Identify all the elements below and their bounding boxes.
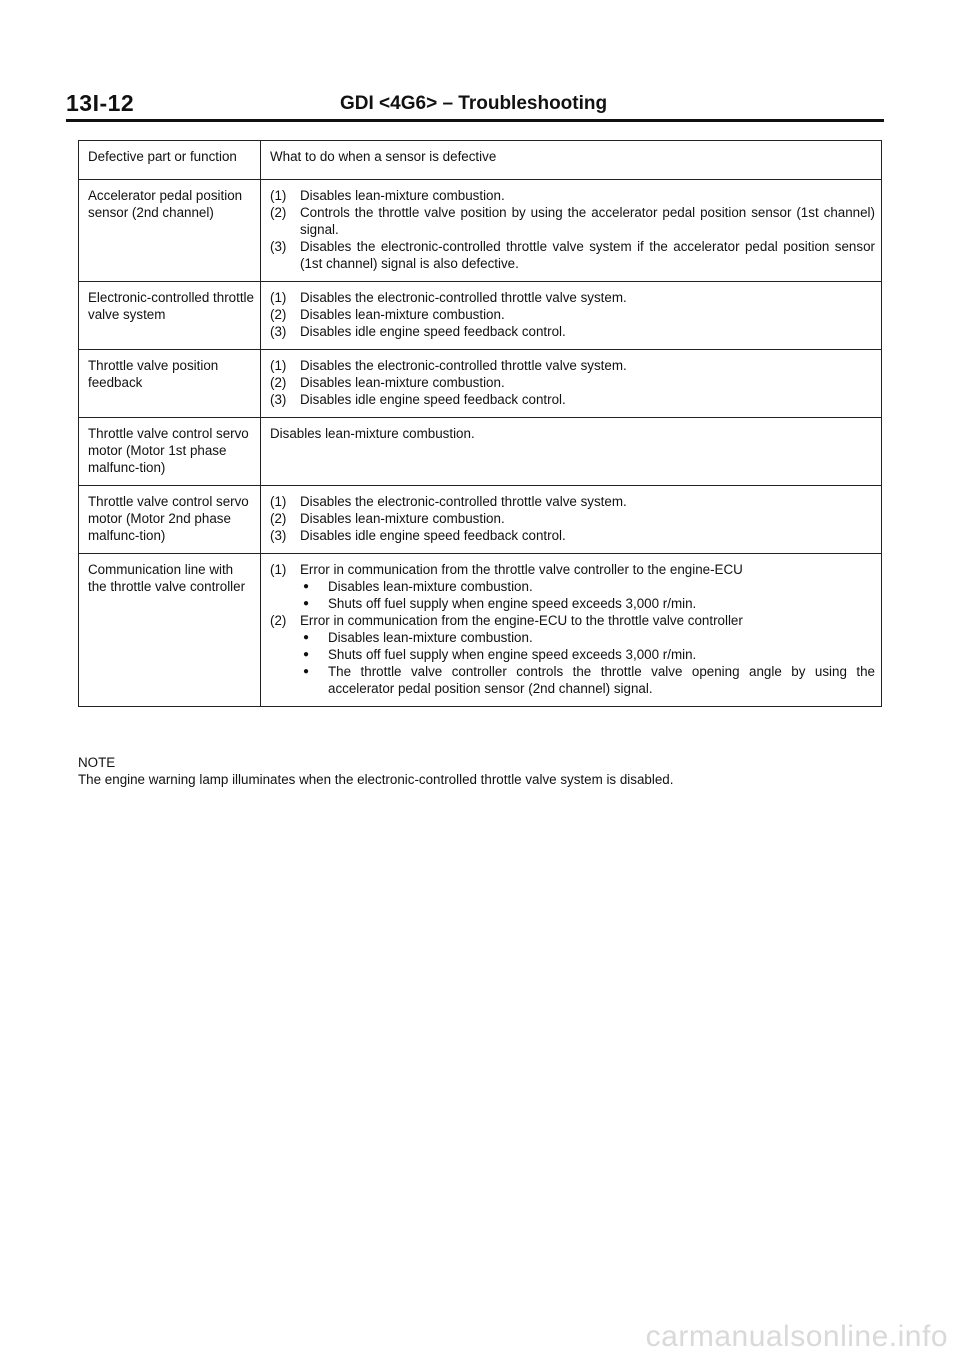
item-number: (1): [270, 188, 287, 203]
watermark: carmanualsonline.info: [645, 1320, 948, 1353]
note-label: NOTE: [78, 755, 116, 770]
action-item: [270, 527, 875, 544]
action-item: [270, 357, 875, 374]
item-text: Disables lean-mixture combustion.: [300, 188, 505, 203]
item-text: Disables the electronic-controlled throttle valve system if the accelerator pedal position sensor (1st channel) signal is also defective.: [300, 239, 875, 271]
item-number: (3): [270, 324, 287, 339]
fail-safe-table: [78, 140, 882, 707]
item-number: (1): [270, 290, 287, 305]
action-item: [270, 561, 875, 578]
action-item: [270, 289, 875, 306]
item-number: (3): [270, 239, 287, 254]
defective-part-cell: Throttle valve position feedback: [79, 350, 261, 418]
item-text: Error in communication from the engine-ECU to the throttle valve controller: [300, 613, 743, 628]
item-number: (2): [270, 613, 287, 628]
action-cell: [261, 486, 882, 554]
action-item: [270, 323, 875, 340]
action-item: [270, 391, 875, 408]
action-item: [270, 493, 875, 510]
item-number: (2): [270, 307, 287, 322]
bullet-item: [270, 578, 875, 595]
item-number: (1): [270, 358, 287, 373]
action-cell: [261, 554, 882, 707]
bullet-item: [270, 663, 875, 697]
item-number: (3): [270, 528, 287, 543]
column-header-action: What to do when a sensor is defective: [261, 141, 882, 180]
item-text: Disables idle engine speed feedback control.: [300, 324, 566, 339]
bullet-item: [270, 646, 875, 663]
item-number: (2): [270, 511, 287, 526]
item-text: Disables the electronic-controlled throttle valve system.: [300, 290, 627, 305]
bullet-icon: ●: [303, 581, 310, 592]
action-cell: [261, 180, 882, 282]
item-text: Disables lean-mixture combustion.: [300, 511, 505, 526]
bullet-icon: ●: [303, 632, 310, 643]
action-item: [270, 204, 875, 238]
defective-part-cell: Communication line with the throttle valve controller: [79, 554, 261, 707]
page-number: 13I-12: [66, 90, 135, 116]
bullet-item: [270, 595, 875, 612]
table-row: [79, 486, 882, 554]
item-text: Disables lean-mixture combustion.: [300, 307, 505, 322]
action-item: [270, 510, 875, 527]
table-row: [79, 418, 882, 486]
action-item: [270, 306, 875, 323]
column-header-part: Defective part or function: [79, 141, 261, 180]
action-item: [270, 238, 875, 272]
action-cell: [261, 282, 882, 350]
item-text: Disables the electronic-controlled throttle valve system.: [300, 358, 627, 373]
item-text: Controls the throttle valve position by using the accelerator pedal position sensor (1st channel) signal.: [300, 205, 875, 237]
defective-part-cell: Accelerator pedal position sensor (2nd channel): [79, 180, 261, 282]
item-number: (2): [270, 205, 287, 220]
header-rule: [66, 119, 884, 122]
action-cell: [261, 350, 882, 418]
note-section: [78, 754, 884, 788]
table-row: [79, 180, 882, 282]
defective-part-cell: Electronic-controlled throttle valve system: [79, 282, 261, 350]
note-text: The engine warning lamp illuminates when the electronic-controlled throttle valve system is disabled.: [78, 772, 674, 787]
item-number: (1): [270, 562, 287, 577]
action-item: [270, 612, 875, 629]
bullet-icon: ●: [303, 666, 310, 677]
item-text: Disables idle engine speed feedback control.: [300, 392, 566, 407]
page-title: GDI <4G6> – Troubleshooting: [340, 93, 608, 114]
defective-part-cell: Throttle valve control servo motor (Motor 2nd phase malfunc-tion): [79, 486, 261, 554]
action-item: [270, 187, 875, 204]
bullet-text: Shuts off fuel supply when engine speed exceeds 3,000 r/min.: [328, 647, 697, 662]
item-text: Disables idle engine speed feedback control.: [300, 528, 566, 543]
bullet-item: [270, 629, 875, 646]
table-row: [79, 350, 882, 418]
bullet-text: The throttle valve controller controls the throttle valve opening angle by using the accelerator pedal position sensor (2nd channel) signal.: [328, 664, 875, 696]
bullet-text: Shuts off fuel supply when engine speed exceeds 3,000 r/min.: [328, 596, 697, 611]
table-row: [79, 554, 882, 707]
item-text: Disables lean-mixture combustion.: [300, 375, 505, 390]
page-header: [66, 88, 884, 122]
item-text: Disables the electronic-controlled throttle valve system.: [300, 494, 627, 509]
item-number: (1): [270, 494, 287, 509]
item-text: Error in communication from the throttle valve controller to the engine-ECU: [300, 562, 743, 577]
bullet-icon: ●: [303, 649, 310, 660]
bullet-text: Disables lean-mixture combustion.: [328, 579, 533, 594]
item-number: (2): [270, 375, 287, 390]
defective-part-cell: Throttle valve control servo motor (Motor 1st phase malfunc-tion): [79, 418, 261, 486]
action-item: [270, 374, 875, 391]
bullet-icon: ●: [303, 598, 310, 609]
table-row: [79, 282, 882, 350]
bullet-text: Disables lean-mixture combustion.: [328, 630, 533, 645]
item-number: (3): [270, 392, 287, 407]
action-cell: Disables lean-mixture combustion.: [261, 418, 882, 486]
table-header-row: [79, 141, 882, 180]
